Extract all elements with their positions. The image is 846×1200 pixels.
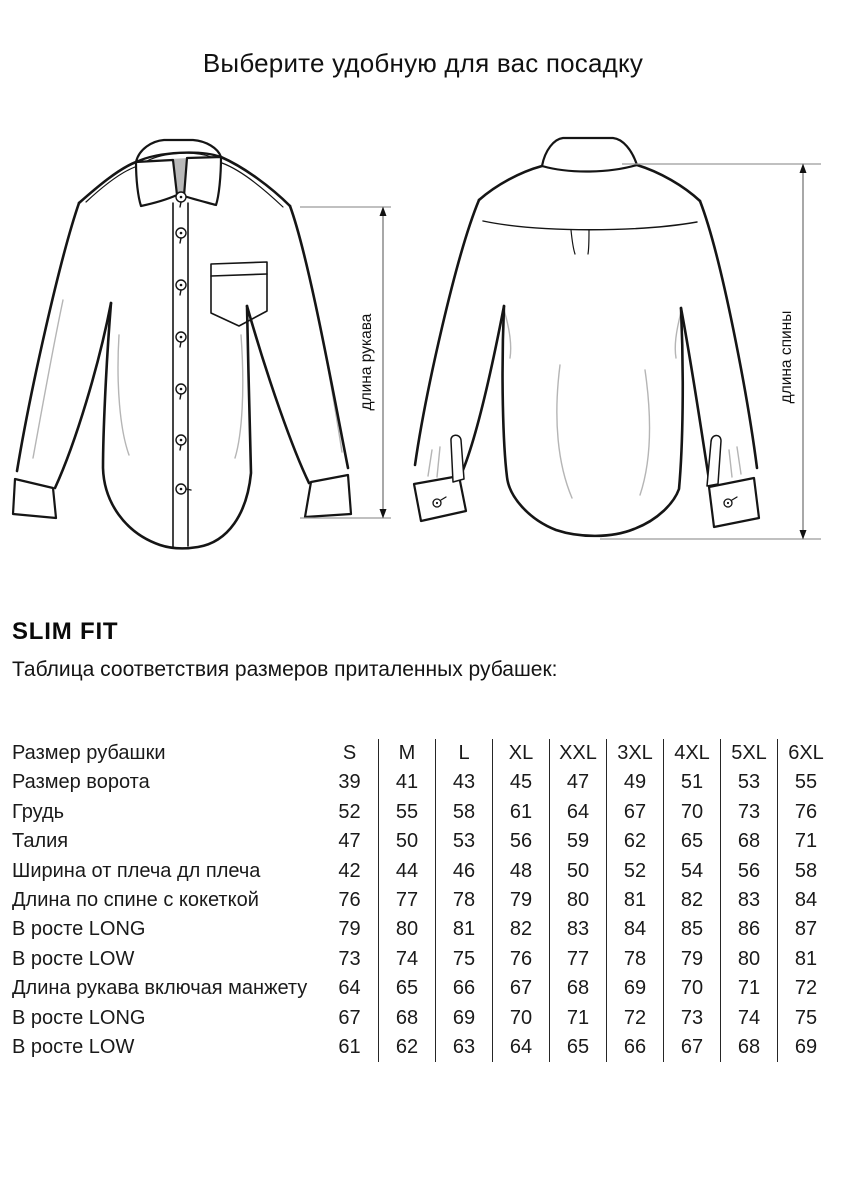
size-value-cell: 44 (378, 857, 435, 886)
size-value-cell: 41 (378, 768, 435, 797)
size-value-cell: 55 (378, 798, 435, 827)
cuff-buttons (433, 497, 737, 507)
size-value-cell: 82 (492, 915, 549, 944)
size-value-cell: 76 (338, 888, 361, 911)
size-column-header: 4XL (663, 739, 720, 768)
size-value-cell: 69 (777, 1033, 834, 1062)
size-value-cell: 52 (338, 800, 361, 823)
size-value-cell: 72 (777, 974, 834, 1003)
collar-left-leaf (136, 160, 177, 206)
size-column-header: 3XL (606, 739, 663, 768)
size-value-cell: 50 (378, 827, 435, 856)
size-value-cell: 69 (435, 1004, 492, 1033)
size-value-cell: 51 (663, 768, 720, 797)
size-value-cell: 61 (338, 1035, 361, 1058)
size-value-cell: 39 (338, 771, 361, 794)
size-value-cell: 83 (549, 915, 606, 944)
size-table-row-label: В росте LONG (12, 918, 146, 941)
size-value-cell: 68 (720, 1033, 777, 1062)
size-value-cell: 78 (606, 945, 663, 974)
size-value-cell: 75 (435, 945, 492, 974)
size-value-cell: 58 (777, 857, 834, 886)
size-value-cell: 63 (435, 1033, 492, 1062)
size-value-cell: 65 (378, 974, 435, 1003)
arrow-down-icon (800, 530, 807, 540)
size-value-cell: 67 (663, 1033, 720, 1062)
size-table-row-label: Грудь (12, 800, 65, 823)
back-length-label: длина спины (778, 310, 795, 404)
yoke-seam (483, 221, 697, 230)
size-value-cell: 70 (663, 798, 720, 827)
arrow-up-icon (380, 207, 387, 217)
size-table-row-label: В росте LONG (12, 1006, 146, 1029)
size-value-cell: 69 (606, 974, 663, 1003)
size-value-cell: 62 (378, 1033, 435, 1062)
size-value-cell: 68 (720, 827, 777, 856)
size-value-cell: 67 (492, 974, 549, 1003)
size-value-cell: 73 (720, 798, 777, 827)
left-sleeve-placket (451, 435, 464, 482)
size-value-cell: 47 (549, 768, 606, 797)
size-value-cell: 73 (338, 947, 361, 970)
size-value-cell: 87 (777, 915, 834, 944)
size-value-cell: 80 (549, 886, 606, 915)
size-column-header: XL (492, 739, 549, 768)
right-sleeve-placket (707, 435, 721, 486)
size-column-header: XXL (549, 739, 606, 768)
button-placket (173, 203, 188, 547)
size-value-cell: 70 (663, 974, 720, 1003)
size-table-row-label: В росте LOW (12, 947, 135, 970)
fit-section-subtitle: Таблица соответствия размеров приталенных рубашек: (12, 658, 558, 681)
size-value-cell: 52 (606, 857, 663, 886)
size-value-cell: 65 (663, 827, 720, 856)
size-value-cell: 64 (338, 977, 361, 1000)
front-left-cuff (13, 479, 56, 518)
shirt-technical-drawing (0, 120, 846, 580)
size-value-cell: 62 (606, 827, 663, 856)
size-value-cell: 68 (549, 974, 606, 1003)
size-value-cell: 86 (720, 915, 777, 944)
size-value-cell: 76 (492, 945, 549, 974)
size-value-cell: 74 (720, 1004, 777, 1033)
size-value-cell: 55 (777, 768, 834, 797)
chest-pocket (211, 262, 267, 326)
size-value-cell: 85 (663, 915, 720, 944)
arrow-down-icon (380, 509, 387, 519)
shirt-figure (0, 120, 846, 580)
size-table-row-label: Ширина от плеча дл плеча (12, 859, 261, 882)
size-value-cell: 42 (338, 859, 361, 882)
size-value-cell: 50 (549, 857, 606, 886)
size-value-cell: 81 (606, 886, 663, 915)
size-table-row-label: Длина по спине с кокеткой (12, 888, 259, 911)
size-column-header: 6XL (777, 739, 834, 768)
size-value-cell: 71 (549, 1004, 606, 1033)
size-column-header: L (435, 739, 492, 768)
size-value-cell: 75 (777, 1004, 834, 1033)
size-value-cell: 70 (492, 1004, 549, 1033)
back-collar (542, 138, 637, 172)
size-value-cell: 83 (720, 886, 777, 915)
size-value-cell: 45 (492, 768, 549, 797)
size-table-header-label: Размер рубашки (12, 742, 166, 764)
collar-right-leaf (184, 157, 221, 205)
size-value-cell: 71 (777, 827, 834, 856)
size-value-cell: 48 (492, 857, 549, 886)
size-value-cell: 77 (378, 886, 435, 915)
size-value-cell: 81 (777, 945, 834, 974)
fit-section-heading: SLIM FIT (12, 618, 119, 645)
size-value-cell: 66 (606, 1033, 663, 1062)
size-value-cell: 79 (663, 945, 720, 974)
size-value-cell: 82 (663, 886, 720, 915)
size-value-cell: 49 (606, 768, 663, 797)
size-value-cell: 53 (435, 827, 492, 856)
size-value-cell: 76 (777, 798, 834, 827)
size-value-cell: 54 (663, 857, 720, 886)
size-value-cell: 81 (435, 915, 492, 944)
size-value-cell: 68 (378, 1004, 435, 1033)
back-right-cuff (709, 478, 759, 527)
size-column-header: 5XL (720, 739, 777, 768)
sleeve-length-dimension (300, 207, 391, 519)
size-column-header: S (342, 742, 357, 764)
size-value-cell: 47 (338, 830, 361, 853)
size-value-cell: 73 (663, 1004, 720, 1033)
size-value-cell: 64 (549, 798, 606, 827)
size-value-cell: 80 (720, 945, 777, 974)
size-value-cell: 67 (338, 1006, 361, 1029)
size-value-cell: 84 (777, 886, 834, 915)
size-value-cell: 53 (720, 768, 777, 797)
size-value-cell: 58 (435, 798, 492, 827)
size-value-cell: 84 (606, 915, 663, 944)
size-value-cell: 61 (492, 798, 549, 827)
back-left-cuff (414, 476, 466, 521)
size-value-cell: 64 (492, 1033, 549, 1062)
page-title: Выберите удобную для вас посадку (202, 48, 644, 78)
size-value-cell: 77 (549, 945, 606, 974)
shirt-back-sketch (414, 138, 759, 536)
size-value-cell: 56 (492, 827, 549, 856)
front-right-cuff (305, 475, 351, 517)
size-table-row-label: Длина рукава включая манжету (12, 977, 308, 1000)
size-value-cell: 74 (378, 945, 435, 974)
size-table-row-label: Размер ворота (12, 771, 150, 794)
size-value-cell: 71 (720, 974, 777, 1003)
size-value-cell: 79 (492, 886, 549, 915)
sleeve-length-label: длина рукава (358, 313, 375, 411)
size-value-cell: 46 (435, 857, 492, 886)
arrow-up-icon (800, 164, 807, 174)
size-column-header: M (378, 739, 435, 768)
size-value-cell: 66 (435, 974, 492, 1003)
size-value-cell: 78 (435, 886, 492, 915)
size-table-row-label: Талия (12, 830, 69, 853)
size-value-cell: 65 (549, 1033, 606, 1062)
size-value-cell: 43 (435, 768, 492, 797)
size-value-cell: 79 (338, 918, 361, 941)
size-value-cell: 59 (549, 827, 606, 856)
size-value-cell: 67 (606, 798, 663, 827)
size-value-cell: 72 (606, 1004, 663, 1033)
size-table (12, 739, 834, 1062)
size-value-cell: 56 (720, 857, 777, 886)
size-table-row-label: В росте LOW (12, 1035, 135, 1058)
size-value-cell: 80 (378, 915, 435, 944)
shirt-front-sketch (13, 140, 351, 548)
